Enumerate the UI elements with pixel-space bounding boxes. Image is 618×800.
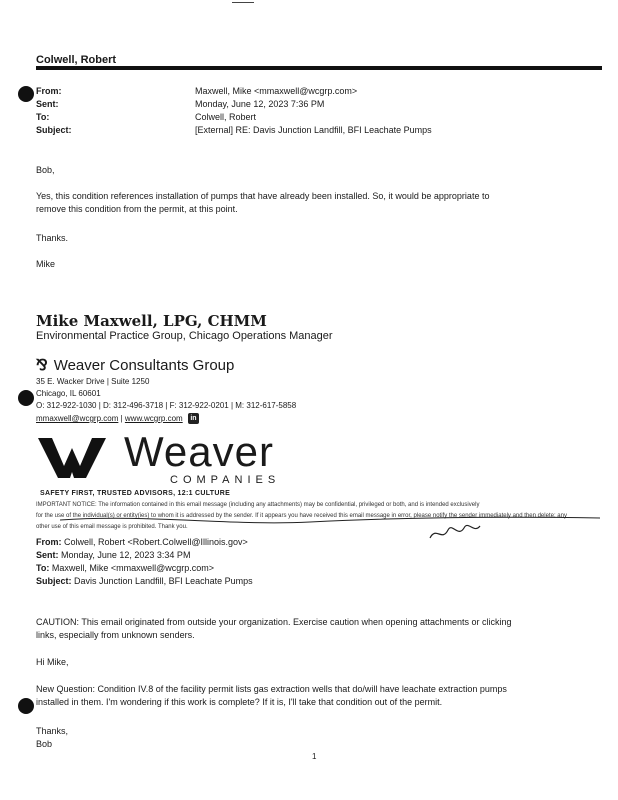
from-value: Maxwell, Mike <mmaxwell@wcgrp.com> xyxy=(195,86,358,96)
hole-punch-mark xyxy=(18,698,34,714)
address-line-1: 35 E. Wacker Drive | Suite 1250 xyxy=(36,377,150,386)
phone-numbers: O: 312-922-1030 | D: 312-496-3718 | F: 312-922-0201 | M: 312-617-5858 xyxy=(36,401,297,410)
orig-to-value: Maxwell, Mike <mmaxwell@wcgrp.com> xyxy=(51,563,215,573)
orig-sent-value: Monday, June 12, 2023 3:34 PM xyxy=(61,550,191,560)
subject-label: Subject: xyxy=(36,125,72,135)
mailbox-owner-name: Colwell, Robert xyxy=(36,54,117,66)
header-divider xyxy=(36,66,602,70)
orig-thanks: Thanks, xyxy=(36,726,69,736)
companies-wordmark: COMPANIES xyxy=(170,474,281,486)
orig-from-label: From: xyxy=(36,537,62,547)
to-value: Colwell, Robert xyxy=(195,112,257,122)
reply-signoff: Mike xyxy=(36,259,56,269)
sent-label: Sent: xyxy=(36,99,59,109)
separator: | xyxy=(120,414,125,423)
orig-from-value: Colwell, Robert <Robert.Colwell@Illinois.gov> xyxy=(64,537,248,547)
page-number: 1 xyxy=(312,752,317,761)
signature-title: Environmental Practice Group, Chicago Operations Manager xyxy=(36,330,333,342)
reply-greeting: Bob, xyxy=(36,165,55,175)
contact-links xyxy=(36,413,199,425)
caution-line-2: links, especially from unknown senders. xyxy=(36,630,195,640)
company-name xyxy=(36,356,234,374)
weaver-w-logo-icon xyxy=(38,438,106,478)
notice-line-2: for the use of the individual(s) or entity(ies) to whom it is addressed by the sender. If it appears you have received this email message in error, please notify the sender immediately and then delete; any xyxy=(36,513,567,519)
orig-subject-label: Subject: xyxy=(36,576,72,586)
orig-to-label: To: xyxy=(36,563,50,573)
orig-greeting: Hi Mike, xyxy=(36,657,69,667)
signature-tagline: SAFETY FIRST, TRUSTED ADVISORS, 12:1 CULTURE xyxy=(40,490,231,497)
reply-paragraph-line-1: Yes, this condition references installation of pumps that have already been installed. So, it would be appropriate to xyxy=(36,191,490,201)
hole-punch-mark xyxy=(18,86,34,102)
signature-name: Mike Maxwell, LPG, CHMM xyxy=(36,312,267,330)
reply-thanks: Thanks. xyxy=(36,233,69,243)
question-line-1: New Question: Condition IV.8 of the facility permit lists gas extraction wells that do/will have leachate extraction pumps xyxy=(36,684,507,694)
company-name-text: Weaver Consultants Group xyxy=(53,357,235,374)
reply-paragraph-line-2: remove this condition from the permit, at this point. xyxy=(36,204,238,214)
orig-subject-value: Davis Junction Landfill, BFI Leachate Pumps xyxy=(74,576,253,586)
orig-sent-label: Sent: xyxy=(36,550,59,560)
scan-artifact xyxy=(232,2,254,3)
orig-signoff: Bob xyxy=(36,739,53,749)
weaver-brand-word: Weaver xyxy=(124,428,274,475)
email-link[interactable]: mmaxwell@wcgrp.com xyxy=(36,414,119,423)
from-label: From: xyxy=(36,86,62,96)
caution-line-1: CAUTION: This email originated from outside your organization. Exercise caution when opening attachments or clicking xyxy=(36,617,512,627)
notice-line-3: other use of this email message is prohibited. Thank you. xyxy=(36,524,188,530)
address-line-2: Chicago, IL 60601 xyxy=(36,389,101,398)
hole-punch-mark xyxy=(18,390,34,406)
subject-value: [External] RE: Davis Junction Landfill, BFI Leachate Pumps xyxy=(195,125,432,135)
notice-line-1: IMPORTANT NOTICE: The information contained in this email message (including any attachments) may be confidential, privileged or both, and is intended exclusively xyxy=(36,502,480,508)
sent-value: Monday, June 12, 2023 7:36 PM xyxy=(195,99,325,109)
website-link[interactable]: www.wcgrp.com xyxy=(124,414,183,423)
question-line-2: installed in them. I'm wondering if this work is complete? If it is, I'll take that condition out of the permit. xyxy=(36,697,443,707)
linkedin-icon[interactable]: in xyxy=(188,413,199,424)
to-label: To: xyxy=(36,112,50,122)
wcg-logo-icon: ⅋ xyxy=(36,357,48,374)
